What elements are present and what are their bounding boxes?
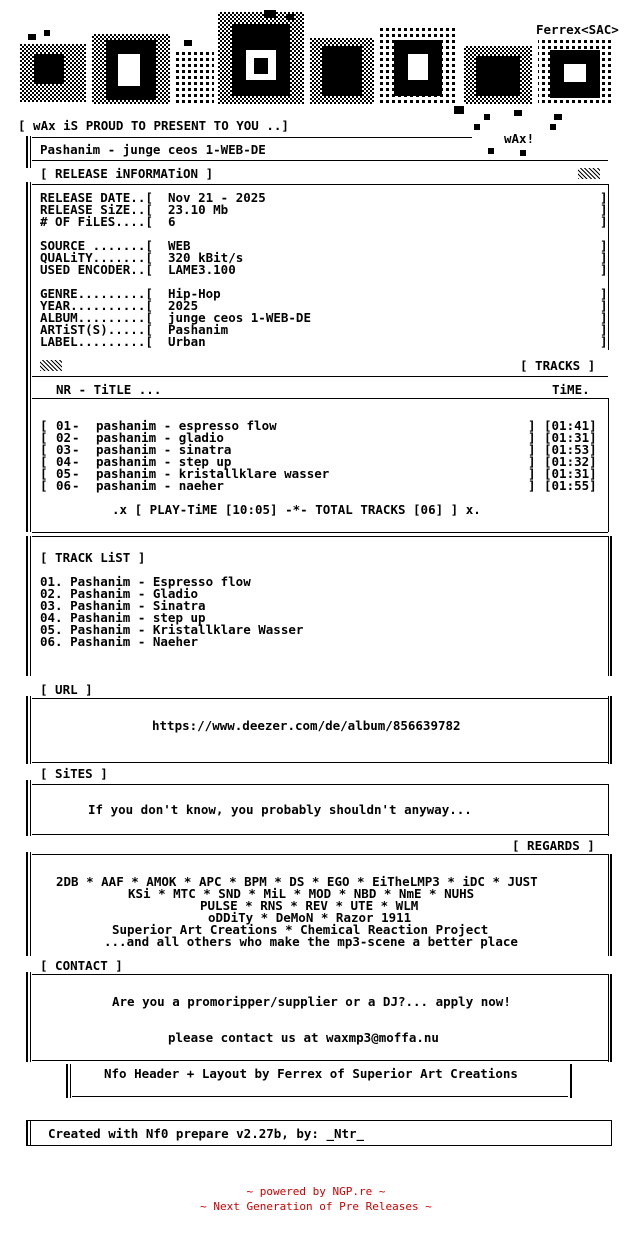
info-label-quality: QUALiTY.......[ [40, 250, 153, 265]
pixel-decoration [488, 148, 494, 154]
url-label: [ URL ] [40, 682, 93, 697]
info-label-encoder: USED ENCODER..[ [40, 262, 153, 277]
hatch-decoration [40, 360, 62, 371]
header-credit: Ferrex<SAC> [536, 22, 619, 37]
track-title: pashanim - espresso flow [96, 418, 277, 433]
track-time: [01:53] [544, 442, 597, 457]
powered-by-link[interactable]: ~ powered by NGP.re ~ [246, 1185, 386, 1198]
track-nr: 06 [56, 478, 72, 493]
info-label-genre: GENRE.........[ [40, 286, 153, 301]
track-title: pashanim - kristallklare wasser [96, 466, 330, 481]
info-label-album: ALBUM.........[ [40, 310, 153, 325]
list-item: 06. Pashanim - Naeher [40, 634, 199, 649]
list-item: 02. Pashanim - Gladio [40, 586, 199, 601]
contact-label: [ CONTACT ] [40, 958, 123, 973]
info-label-year: YEAR..........[ [40, 298, 153, 313]
hatch-decoration [578, 168, 600, 179]
pixel-decoration [474, 124, 480, 130]
list-item: 01. Pashanim - Espresso flow [40, 574, 251, 589]
track-nr: 01 [56, 418, 72, 433]
track-time: [01:55] [544, 478, 597, 493]
regards-line: KSi * MTC * SND * MiL * MOD * NBD * NmE * NUHS [128, 886, 475, 901]
info-label-files: # OF FiLES....[ [40, 214, 153, 229]
presents-line: [ wAx iS PROUD TO PRESENT TO YOU ..] [18, 118, 289, 133]
info-value-quality: 320 kBit/s [168, 250, 244, 265]
info-label-label: LABEL.........[ [40, 334, 153, 349]
track-title: pashanim - step up [96, 454, 232, 469]
track-title: pashanim - gladio [96, 430, 224, 445]
track-nr: 02 [56, 430, 72, 445]
info-label-date: RELEASE DATE..[ [40, 190, 153, 205]
track-title: pashanim - sinatra [96, 442, 232, 457]
contact-apply-text: Are you a promoripper/supplier or a DJ?... apply now! [112, 994, 511, 1009]
layout-credit: Nfo Header + Layout by Ferrex of Superior Art Creations [104, 1066, 518, 1081]
release-title: Pashanim - junge ceos 1-WEB-DE [40, 142, 266, 157]
track-time: [01:32] [544, 454, 597, 469]
pixel-decoration [520, 150, 526, 156]
track-time: [01:31] [544, 430, 597, 445]
track-nr: 04 [56, 454, 72, 469]
info-value-encoder: LAME3.100 [168, 262, 236, 277]
info-value-source: WEB [168, 238, 191, 253]
info-value-size: 23.10 Mb [168, 202, 229, 217]
track-time: [01:41] [544, 418, 597, 433]
tracks-col-title: NR - TiTLE ... [56, 382, 162, 397]
footer [0, 1184, 632, 1214]
info-value-label: Urban [168, 334, 206, 349]
info-value-year: 2025 [168, 298, 199, 313]
regards-line: ...and all others who make the mp3-scene a better place [104, 934, 518, 949]
album-url-link[interactable]: https://www.deezer.com/de/album/856639782 [152, 718, 461, 733]
info-label-source: SOURCE .......[ [40, 238, 153, 253]
wax-ascii-logo [14, 10, 620, 122]
sites-text: If you don't know, you probably shouldn't anyway... [88, 802, 472, 817]
list-item: 04. Pashanim - step up [40, 610, 206, 625]
release-info-label: [ RELEASE iNFORMATiON ] [40, 166, 214, 181]
nfo-document: Ferrex<SAC> [ wAx iS PROUD TO PRESENT TO YOU ..] wAx! Pashanim - junge ceos 1-WEB-DE [ RELEASE iNFORMATiON ] RELEASE DATE..[ Nov 21 - 2025 RELEASE SiZE..[ 23.10 Mb # OF FiLES....[ 6 SOURCE .......[ WEB QUALiTY.......[ 320 kBit/s USED ENCODER..[ LAME3.100 GENRE.........[ Hip-Hop YEAR..........[ 2025 ALBUM.........[ junge ceos 1-WEB-DE ARTiST(S).....[ Pashanim LABEL.........[ Urban ] ] ] ] ] ] ] ] ] ] ] [ TRACKS ] NR - TiTLE ... TiME. [ 01 - pashanim - espresso flow ] [01:41] [ 02 - pashanim - gladio ] [01:31] [ 03 - pashanim - sinatra ] [01:53] [ 04 - pashanim - step up ] [01:32] [ 05 - pashanim - kristallklare wasser ] [01:31] [ 06 - pashanim - naeher ] [01:55] .x [ PLAY-TiME [10:05] -*- TOTAL TRACKS [06] ] x. [ TRACK LiST ] 01. Pashanim - Espresso flow 02. Pashanim - Gladio 03. Pashanim - Sinatra 04. Pashanim - step up 05. Pashanim - Kristallklare Wasser 06. Pashanim - Naeher [ URL ] https://www.deezer.com/de/album/856639782 [ SiTES ] If you don't know, you probably shouldn't anyway... [ REGARDS ] 2DB * AAF * AMOK * APC * BPM * DS * EGO * EiTheLMP3 * iDC * JUST KSi * MTC * SND * MiL * MOD * NBD * NmE * NUHS PULSE * RNS * REV * UTE * WLM oDDiTy * DeMoN * Razor 1911 Superior Art Creations * Chemical Reaction Project ...and all others who make the mp3-scene a better place [ CONTACT ] Are you a promoripper/supplier or a DJ?... apply now! please contact us at waxmp3@moffa.nu Nfo Header + Layout by Ferrex of Superior Art Creations Created with Nf0 prepare v2.27b, by: _Ntr_ [0, 0, 632, 1180]
wax-tag: wAx! [504, 131, 535, 146]
list-item: 05. Pashanim - Kristallklare Wasser [40, 622, 304, 637]
regards-line: 2DB * AAF * AMOK * APC * BPM * DS * EGO * EiTheLMP3 * iDC * JUST [56, 874, 538, 889]
track-list-label: [ TRACK LiST ] [40, 550, 146, 565]
info-value-genre: Hip-Hop [168, 286, 221, 301]
info-label-artist: ARTiST(S).....[ [40, 322, 153, 337]
track-time: [01:31] [544, 466, 597, 481]
track-nr: 03 [56, 442, 72, 457]
created-with-credit: Created with Nf0 prepare v2.27b, by: _Ntr_ [48, 1126, 365, 1141]
tracks-col-time: TiME. [552, 382, 590, 397]
track-nr: 05 [56, 466, 72, 481]
info-value-artist: Pashanim [168, 322, 229, 337]
sites-label: [ SiTES ] [40, 766, 108, 781]
regards-line: oDDiTy * DeMoN * Razor 1911 [208, 910, 412, 925]
info-value-date: Nov 21 - 2025 [168, 190, 266, 205]
pixel-decoration [550, 124, 556, 130]
regards-line: PULSE * RNS * REV * UTE * WLM [200, 898, 419, 913]
regards-line: Superior Art Creations * Chemical Reaction Project [112, 922, 489, 937]
info-value-album: junge ceos 1-WEB-DE [168, 310, 311, 325]
info-label-size: RELEASE SiZE..[ [40, 202, 153, 217]
track-title: pashanim - naeher [96, 478, 224, 493]
contact-email-text: please contact us at waxmp3@moffa.nu [168, 1030, 439, 1045]
footer-tagline: ~ Next Generation of Pre Releases ~ [200, 1200, 432, 1213]
tracks-label: [ TRACKS ] [520, 358, 596, 373]
list-item: 03. Pashanim - Sinatra [40, 598, 206, 613]
tracks-total-line: .x [ PLAY-TiME [10:05] -*- TOTAL TRACKS [06] ] x. [112, 502, 481, 517]
info-value-files: 6 [168, 214, 176, 229]
regards-label: [ REGARDS ] [512, 838, 595, 853]
